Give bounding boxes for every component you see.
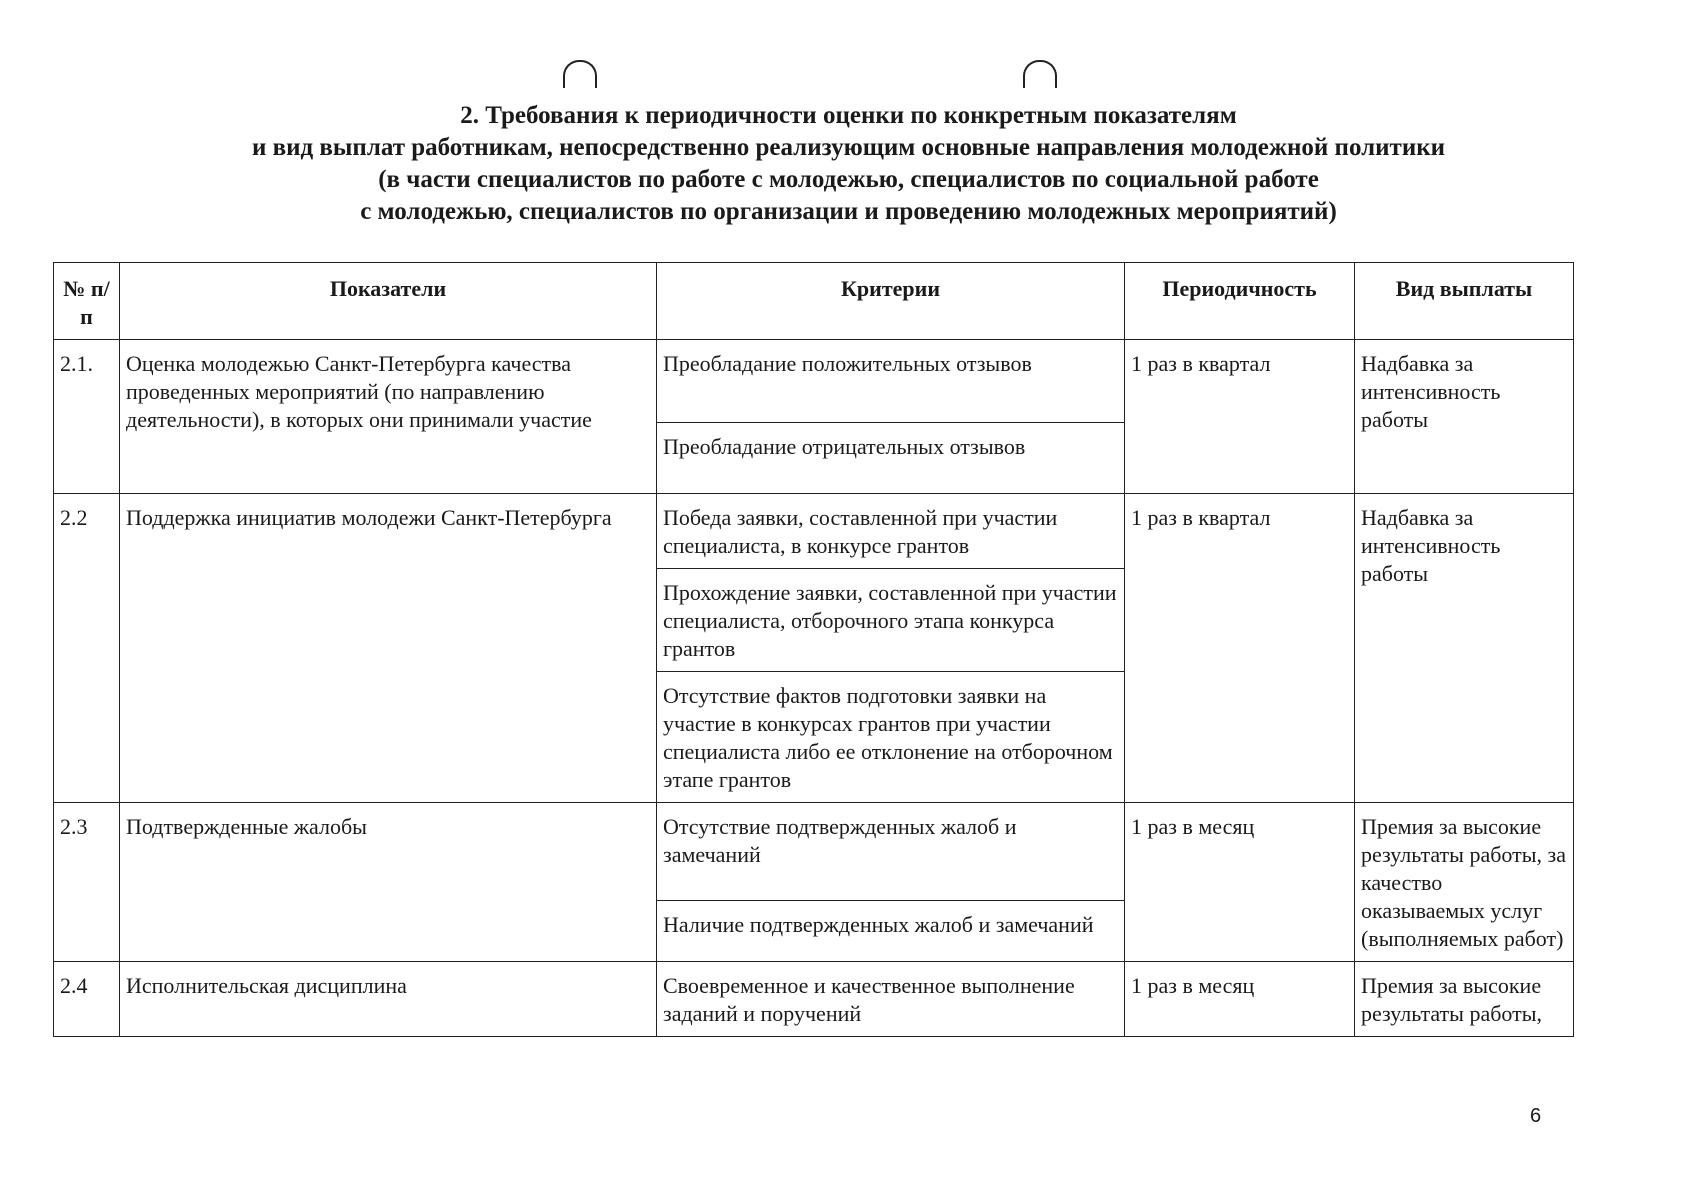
row-number: 2.1. bbox=[54, 340, 120, 494]
row-periodicity: 1 раз в квартал bbox=[1125, 340, 1355, 494]
criterion-cell: Своевременное и качественное выполнение заданий и поручений bbox=[657, 962, 1125, 1037]
title-line-2: и вид выплат работникам, непосредственно реализующим основные направления молодежной политики bbox=[251, 134, 1446, 161]
header-criteria: Критерии bbox=[657, 263, 1125, 340]
header-number: № п/п bbox=[54, 263, 120, 340]
row-payment: Надбавка за интенсивность работы bbox=[1355, 494, 1574, 803]
punch-hole-left bbox=[563, 60, 597, 88]
row-periodicity: 1 раз в месяц bbox=[1125, 962, 1355, 1037]
row-indicator: Подтвержденные жалобы bbox=[120, 803, 657, 962]
row-indicator: Оценка молодежью Санкт-Петербурга качества проведенных мероприятий (по направлению деятельности), в которых они принимали участие bbox=[120, 340, 657, 494]
row-indicator: Поддержка инициатив молодежи Санкт-Петербурга bbox=[120, 494, 657, 803]
row-number: 2.3 bbox=[54, 803, 120, 962]
table-row bbox=[54, 340, 1574, 423]
table-row bbox=[54, 803, 1574, 901]
criterion-cell: Преобладание отрицательных отзывов bbox=[657, 423, 1125, 494]
row-payment: Премия за высокие результаты работы, за качество оказываемых услуг (выполняемых работ) bbox=[1355, 803, 1574, 962]
criterion-cell: Отсутствие подтвержденных жалоб и замечаний bbox=[657, 803, 1125, 901]
header-payment: Вид выплаты bbox=[1355, 263, 1574, 340]
title-line-3: (в части специалистов по работе с молодежью, специалистов по социальной работе bbox=[378, 166, 1319, 193]
criterion-cell: Преобладание положительных отзывов bbox=[657, 340, 1125, 423]
table-row bbox=[54, 494, 1574, 569]
page-number: 6 bbox=[1530, 1105, 1542, 1127]
title-line-4: с молодежью, специалистов по организации и проведению молодежных мероприятий) bbox=[360, 198, 1337, 225]
table-row bbox=[54, 962, 1574, 1037]
row-periodicity: 1 раз в месяц bbox=[1125, 803, 1355, 962]
criterion-cell: Прохождение заявки, составленной при участии специалиста, отборочного этапа конкурса грантов bbox=[657, 569, 1125, 672]
row-number: 2.4 bbox=[54, 962, 120, 1037]
criterion-cell: Наличие подтвержденных жалоб и замечаний bbox=[657, 900, 1125, 961]
row-number: 2.2 bbox=[54, 494, 120, 803]
table-header-row bbox=[54, 263, 1574, 340]
row-periodicity: 1 раз в квартал bbox=[1125, 494, 1355, 803]
header-indicators: Показатели bbox=[120, 263, 657, 340]
row-indicator: Исполнительская дисциплина bbox=[120, 962, 657, 1037]
row-payment: Надбавка за интенсивность работы bbox=[1355, 340, 1574, 494]
document-title bbox=[0, 100, 1697, 228]
criterion-cell: Победа заявки, составленной при участии специалиста, в конкурсе грантов bbox=[657, 494, 1125, 569]
criteria-table bbox=[53, 262, 1574, 1037]
header-periodicity: Периодичность bbox=[1125, 263, 1355, 340]
row-payment: Премия за высокие результаты работы, bbox=[1355, 962, 1574, 1037]
punch-hole-right bbox=[1023, 60, 1057, 88]
criterion-cell: Отсутствие фактов подготовки заявки на участие в конкурсах грантов при участии специалиста либо ее отклонение на отборочном этапе грантов bbox=[657, 672, 1125, 803]
title-line-1: 2. Требования к периодичности оценки по конкретным показателям bbox=[460, 102, 1237, 129]
